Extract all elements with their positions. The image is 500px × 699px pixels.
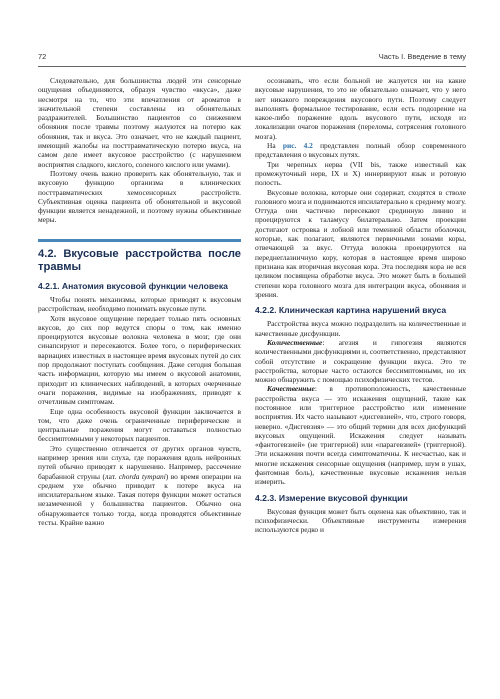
subsection-heading: 4.2.2. Клиническая картина нарушений вкуса (255, 305, 447, 316)
figure-reference[interactable]: рис. 4.2 (282, 141, 313, 151)
text-run: ) во время операции на среднем ухе обычно приводит к потере вкуса на ипсилатеральном языке. Такая потеря функции может остаться незамеченной у большинства пациентов. Обычно она обнаруживается только тогда, когда проводятся объективные тесты. Крайне важно (38, 471, 241, 528)
paragraph: Вкусовые волокна, которые они содержат, сходятся в стволе головного мозга и поднимаются ипсилатерально к среднему мозгу. Оттуда они частично пересекают срединную линию и проецируются к таламусу билатерально. Затем проекции достигают островка и лобной или теменной области оболочки, которые, как полагают, являются первичными зонами коры, отвечающей за вкус. Оттуда волокна проецируются на переднеглазничную кору, которая в настоящее время широко признана как вторичная вкусовая кора. Эта последняя кора не вся целиком посвящена обработке вкуса. Это может быть в большей степени кора головного мозга для интеграции вкуса, обоняния и зрения. (255, 187, 466, 299)
right-column (255, 76, 466, 535)
paragraph: Расстройства вкуса можно подразделить на количественные и качественные дисфункции. (255, 319, 466, 338)
text-run: представлен полный обзор современного представления о вкусовых путях. (255, 141, 466, 160)
text-run: На (267, 141, 283, 151)
section-divider (38, 239, 241, 242)
term-label: Количественные (267, 337, 323, 347)
latin-term: chorda tympani (118, 471, 166, 481)
paragraph (255, 384, 466, 486)
page-number: 72 (38, 52, 47, 61)
paragraph: Вкусовая функция может быть оценена как объективно, так и психофизически. Объективные инструменты измерения используются редко и (255, 506, 466, 535)
chapter-title: Часть I. Введение в тему (378, 52, 466, 61)
subsection-heading: 4.2.1. Анатомия вкусовой функции человека (38, 280, 228, 291)
paragraph (255, 141, 466, 160)
paragraph: Еще одна особенность вкусовой функции заключается в том, что даже очень ограниченные периферические и центральные поражения могут оставаться полностью бессимптомными у некоторых пациентов. (38, 406, 241, 444)
header-divider (38, 66, 466, 67)
paragraph (255, 338, 466, 384)
running-header (38, 50, 466, 64)
text-run: Это существенно отличается от других органов чувств, например зрения или слуха, где поражения вдоль нейронных путей обычно приводят к нарушению. Например, рассечение барабанной струны (лат. (38, 443, 241, 481)
text-run: : в противоположность, качественные расстройства вкуса — это искажения ощущений, такие как постоянное или триггерное расстройство или изменение восприятия. Их часто называют «дисгевзией», что, строго говоря, неверно. «Дисгевзия» — это общий термин для всех дисфункций вкусовых ощущений. Искажения следует называть «фантогевзией» (не триггерной) или «парагевзией» (триггерной). Эти искажения почти всегда симптоматичны. К несчастью, как и многие искажения сенсорные ощущения (например, шум в ушах, фантомная боль), качественные вкусовые искажения нельзя измерить. (255, 384, 466, 487)
paragraph: Хотя вкусовое ощущение передает только пять основных вкусов, до сих пор ведутся споры о том, как именно проецируются вкусовые волокна человека в мозг, где они синапсируют и пересекаются. Более того, о периферических вариациях известных в настоящее время вкусовых путей до сих пор продолжают поступать сообщения. Даже сегодня большая часть информации, которую мы имеем о вкусовой анатомии, приходит из клинических наблюдений, в которых очерченные очаги поражения, видимые на изображениях, приводят к отчетливым симптомам. (38, 313, 241, 407)
paragraph (38, 444, 241, 528)
paragraph: Чтобы понять механизмы, которые приводят к вкусовым расстройствам, необходимо понимать вкусовые пути. (38, 294, 241, 314)
paragraph: Поэтому очень важно проверить как обонятельную, так и вкусовую функцию организма в клинических посттравматических хемосенсорных расстройств. Субъективная оценка пациента об обонятельной и вкусовой функции является ненадежной, и поэтому нужны объективные меры. (38, 168, 241, 225)
section-heading: 4.2. Вкусовые расстройства после травмы (38, 247, 241, 273)
subsection-heading: 4.2.3. Измерение вкусовой функции (255, 492, 408, 503)
paragraph: Три черепных нерва (VII bis, также известный как промежуточный нерв, IX и X) иннервируют язык и ротовую полость. (255, 159, 466, 188)
left-column (38, 76, 241, 527)
paragraph: Следовательно, для большинства людей эти сенсорные ощущения объединяются, образуя чувство «вкуса», даже несмотря на то, что эти впечатления от ароматов в значительной степени составлены из обонятельных раздражителей. Большинство пациентов со снижением обоняния после травмы поэтому жалуются на потерю как обоняния, так и вкуса. Это означает, что не каждый пациент, имеющий жалобы на посттравматическую потерю вкуса, на самом деле имеет вкусовое расстройство (с нарушением восприятия сладкого, кислого, соленого кислого или умами). (38, 76, 241, 169)
paragraph: осознавать, что если больной не жалуется ни на какие вкусовые нарушения, то это не обязательно означает, что у него нет никакого повреждения вкусового пути. Поэтому следует выполнять формальное тестирование, если есть подозрение на какое-либо поражение вдоль вкусового пути, исходя из локализации очагов поражения (переломы, сотрясения головного мозга). (255, 76, 466, 141)
text-run: : агезия и гипогезия являются количественными дисфункциями и, соответственно, представляют собой отсутствие и сокращение функции вкуса. Это те расстройства, которые часто остаются бессимптомными, но их можно обнаружить с помощью психофизических тестов. (255, 337, 466, 385)
term-label: Качественные (267, 384, 315, 394)
